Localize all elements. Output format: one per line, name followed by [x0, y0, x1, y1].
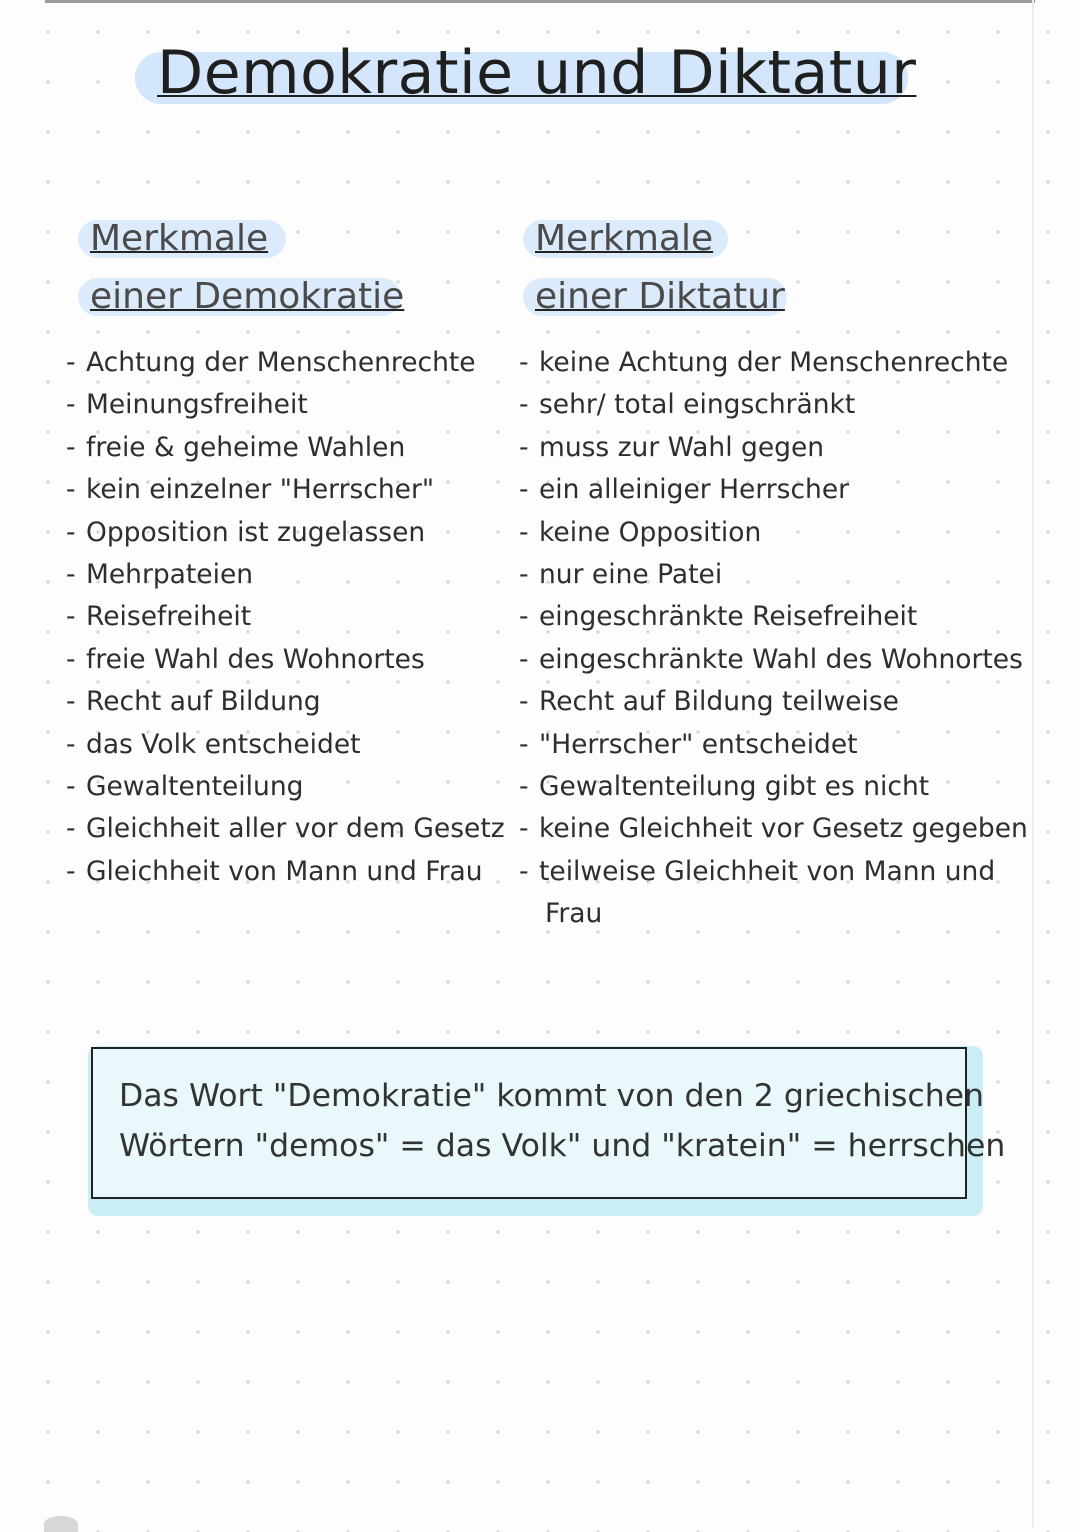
dictatorship-heading-line1: Merkmale: [523, 220, 728, 258]
list-item-text: das Volk entscheidet: [86, 728, 361, 760]
list-item-text: ein alleiniger Herrscher: [539, 474, 850, 506]
list-item: - Meinungsfreiheit: [66, 389, 308, 421]
list-item-text: keine Achtung der Menschenrechte: [539, 347, 1009, 378]
list-item-text: Gewaltenteilung: [86, 771, 304, 803]
list-item-text: Recht auf Bildung: [86, 686, 321, 718]
list-item: - eingeschränkte Wahl des Wohnortes: [519, 643, 1023, 675]
list-item-text: Reisefreiheit: [86, 601, 252, 633]
title-block: [135, 38, 917, 110]
etymology-note-box: [91, 1047, 1006, 1199]
list-item: - ein alleiniger Herrscher: [519, 474, 850, 506]
page-top-rule: [45, 0, 1035, 3]
list-item-text: Gleichheit von Mann und Frau: [86, 855, 483, 887]
list-item-text: Gewaltenteilung gibt es nicht: [539, 771, 930, 803]
list-item: - Recht auf Bildung teilweise: [519, 686, 899, 718]
list-item: - Mehrpateien: [66, 559, 254, 591]
list-item: - Gewaltenteilung: [66, 771, 304, 803]
list-item-text: nur eine Patei: [539, 559, 723, 591]
etymology-note-text: [119, 1071, 1005, 1171]
list-item-text: Frau: [545, 898, 603, 930]
list-item: - keine Gleichheit vor Gesetz gegeben: [519, 813, 1028, 845]
list-item: - Recht auf Bildung: [66, 686, 321, 718]
list-item-text: freie & geheime Wahlen: [86, 431, 406, 463]
list-item-text: keine Opposition: [539, 516, 762, 548]
list-item-text: Opposition ist zugelassen: [86, 516, 426, 548]
list-item-text: Recht auf Bildung teilweise: [539, 686, 899, 718]
democracy-heading-line1: Merkmale: [78, 220, 286, 258]
list-item-text: "Herrscher" entscheidet: [539, 728, 858, 760]
list-item: - sehr/ total eingschränkt: [519, 389, 856, 421]
list-item: - Gleichheit von Mann und Frau: [66, 855, 483, 887]
list-item-text: teilweise Gleichheit von Mann und: [539, 855, 996, 887]
list-item-text: Mehrpateien: [86, 559, 254, 591]
list-item-text: muss zur Wahl gegen: [539, 431, 825, 463]
list-item-text: kein einzelner "Herrscher": [86, 474, 435, 506]
page-corner-mark: [44, 1516, 78, 1532]
list-item-text: eingeschränkte Wahl des Wohnortes: [539, 643, 1023, 675]
list-item: - nur eine Patei: [519, 559, 723, 591]
list-item: - das Volk entscheidet: [66, 728, 361, 760]
list-item: - muss zur Wahl gegen: [519, 431, 825, 463]
dictatorship-features-list: [519, 342, 1028, 936]
list-item-continuation: [519, 893, 1028, 935]
list-item: - freie & geheime Wahlen: [66, 431, 406, 463]
list-item-text: Meinungsfreiheit: [86, 389, 308, 421]
democracy-features-list: [66, 342, 505, 893]
list-item-text: sehr/ total eingschränkt: [539, 389, 856, 421]
dictatorship-heading-line2: einer Diktatur: [523, 278, 787, 316]
list-item: - "Herrscher" entscheidet: [519, 728, 858, 760]
page-right-edge: [1032, 0, 1034, 1528]
list-item: - teilweise Gleichheit von Mann und: [519, 855, 996, 887]
list-item-text: freie Wahl des Wohnortes: [86, 643, 425, 675]
list-item: - Reisefreiheit: [66, 601, 252, 633]
list-item: - eingeschränkte Reisefreiheit: [519, 601, 918, 633]
list-item: - Gleichheit aller vor dem Gesetz: [66, 813, 505, 845]
list-item-text: Gleichheit aller vor dem Gesetz: [86, 813, 505, 845]
list-item-text: Achtung der Menschenrechte: [86, 347, 476, 378]
democracy-heading-line2: einer Demokratie: [78, 278, 401, 316]
list-item: - Opposition ist zugelassen: [66, 516, 426, 548]
list-item: - Gewaltenteilung gibt es nicht: [519, 771, 930, 803]
page-title: Demokratie und Diktatur: [157, 38, 917, 108]
list-item: - Achtung der Menschenrechte: [66, 347, 476, 378]
list-item-text: keine Gleichheit vor Gesetz gegeben: [539, 813, 1028, 845]
note-line-1: Das Wort "Demokratie" kommt von den 2 griechischen: [119, 1078, 985, 1114]
list-item: - kein einzelner "Herrscher": [66, 474, 435, 506]
list-item: - keine Opposition: [519, 516, 762, 548]
list-item-text: eingeschränkte Reisefreiheit: [539, 601, 918, 633]
list-item: - keine Achtung der Menschenrechte: [519, 347, 1009, 378]
list-item: - freie Wahl des Wohnortes: [66, 643, 425, 675]
note-line-2: Wörtern "demos" = das Volk" und "kratein" = herrschen: [119, 1128, 1006, 1164]
